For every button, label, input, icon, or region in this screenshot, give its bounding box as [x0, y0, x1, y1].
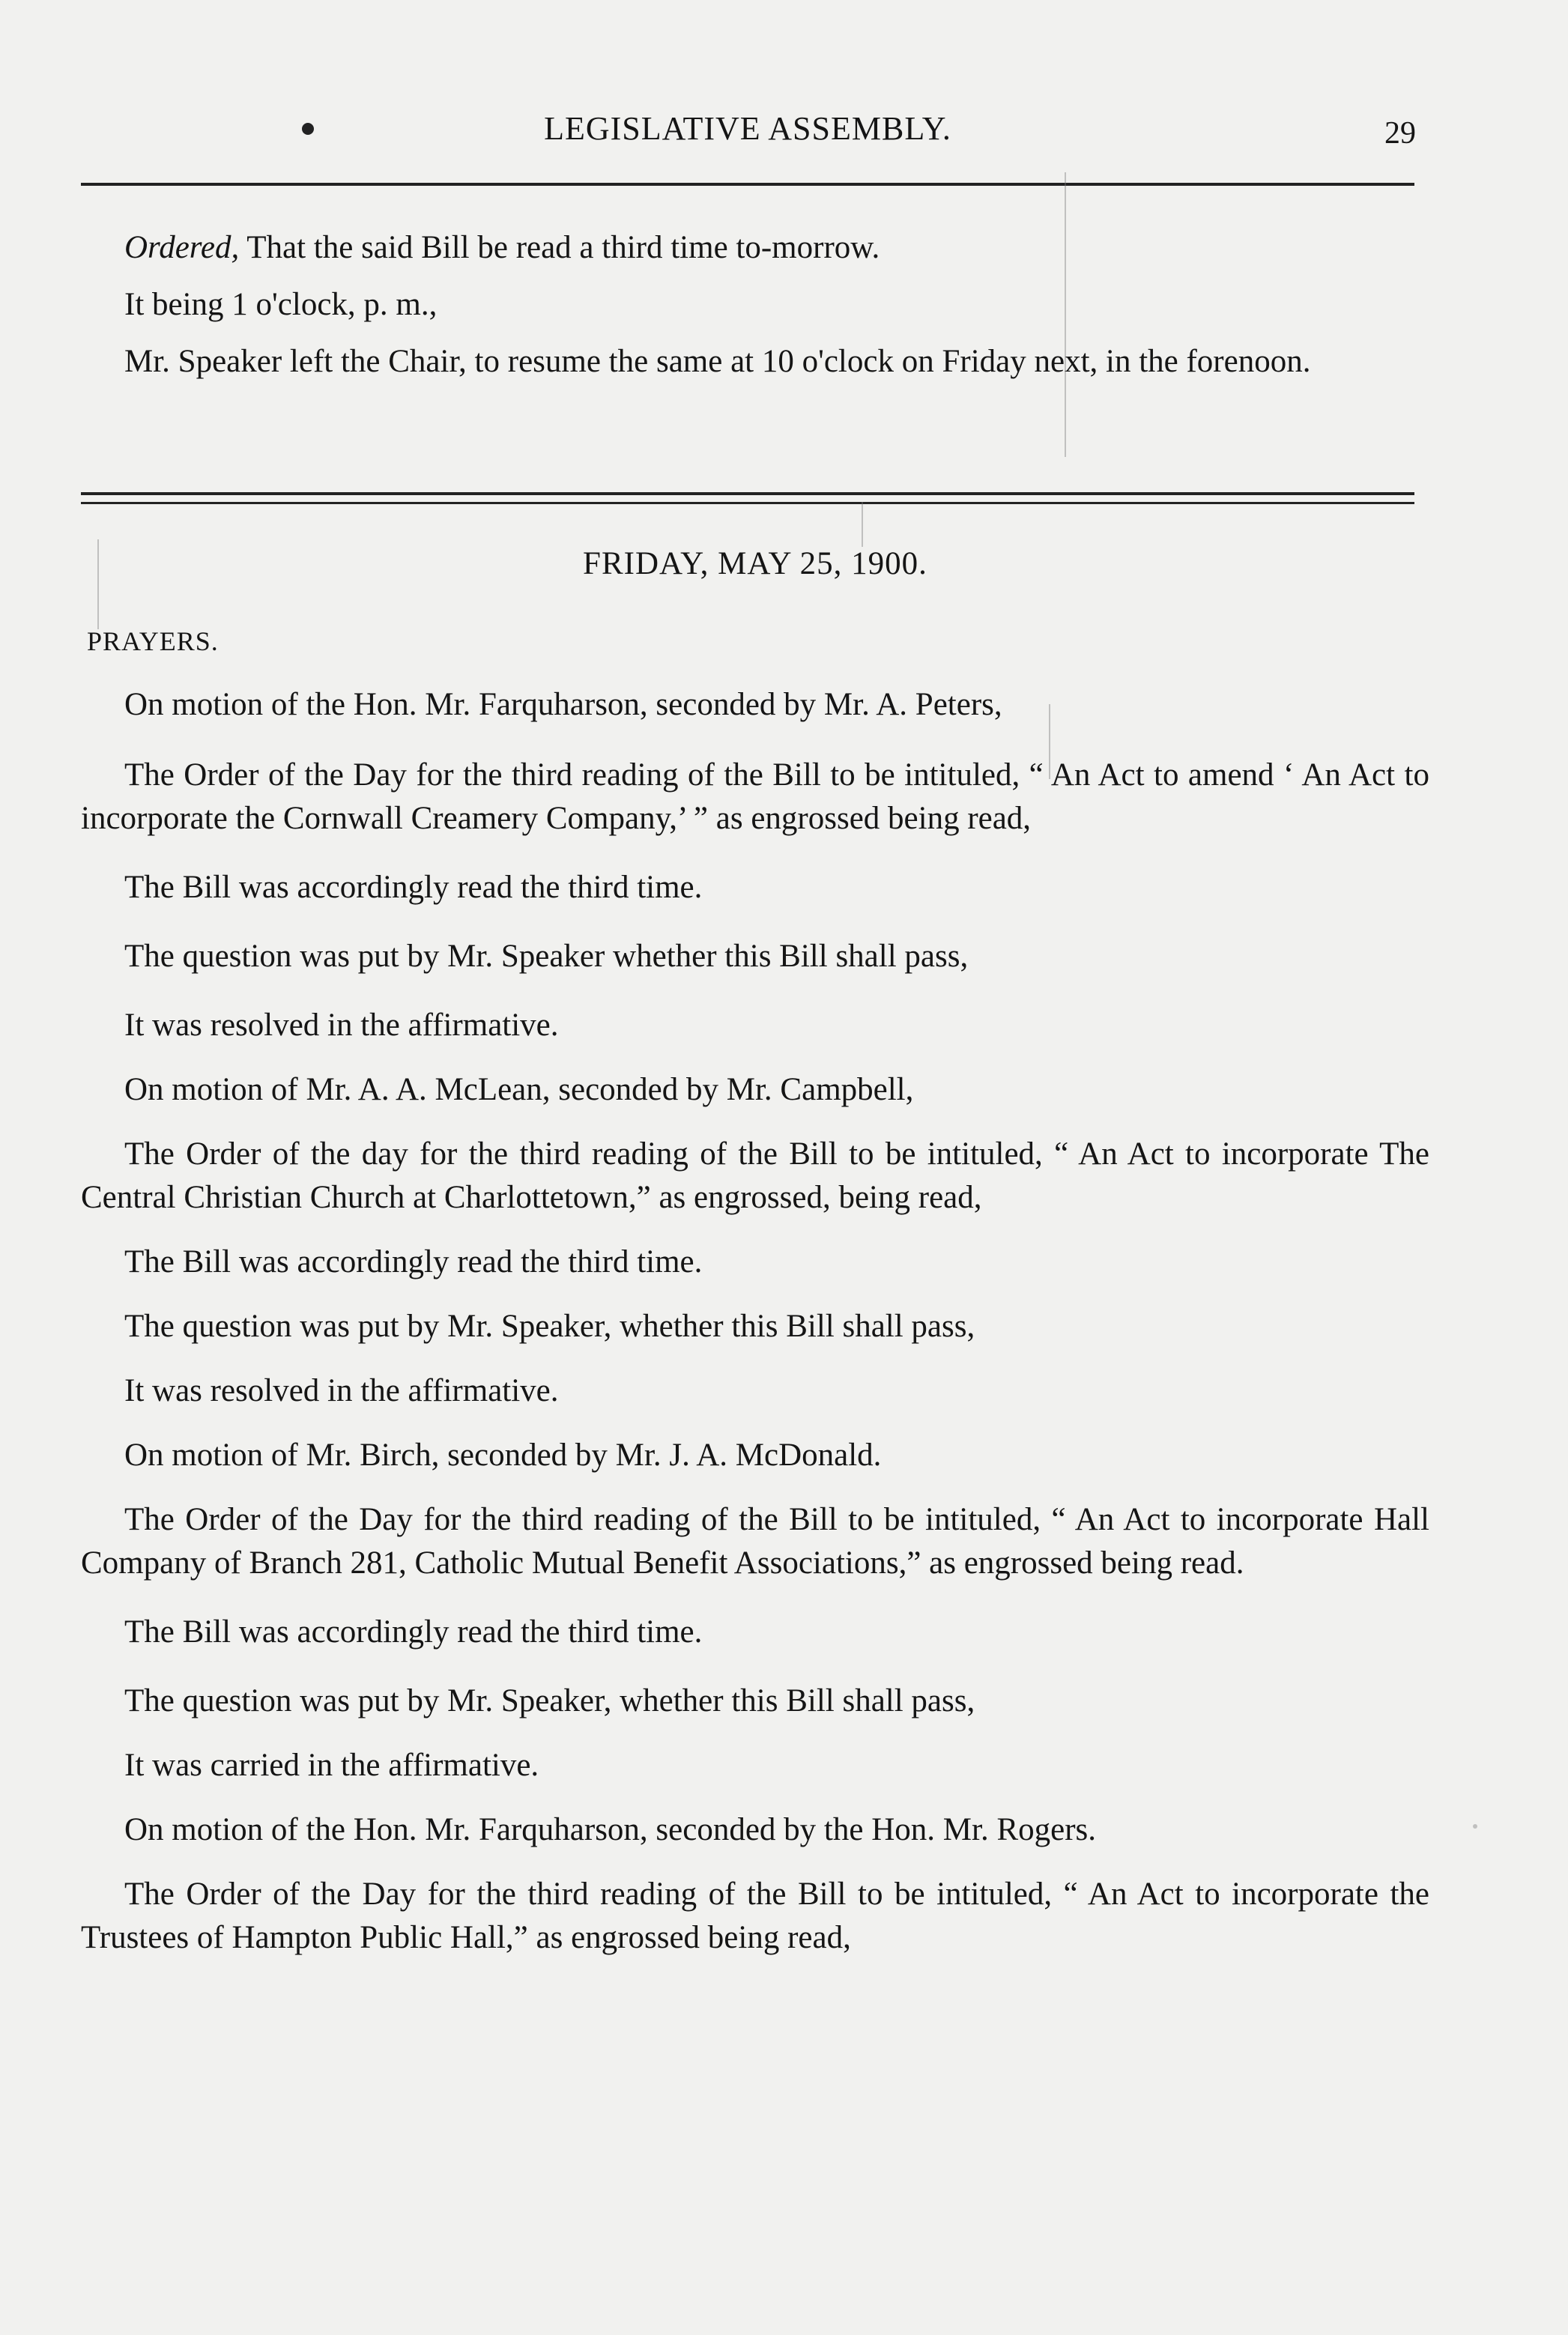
ordered-word: Ordered, [124, 230, 240, 265]
scan-mark [862, 502, 863, 547]
day-heading: FRIDAY, MAY 25, 1900. [583, 546, 927, 581]
paragraph: On motion of Mr. Birch, seconded by Mr. J. A. McDonald. [124, 1438, 882, 1473]
running-title: LEGISLATIVE ASSEMBLY. [544, 110, 951, 147]
paragraph: On motion of the Hon. Mr. Farquharson, seconded by Mr. A. Peters, [124, 687, 1002, 722]
paragraph: The Order of the Day for the third reading of the Bill to be intituled, “ An Act to incorporate the Trustees of Hampton Public Hall,” as engrossed being read, [81, 1877, 1429, 1955]
proceedings-body [81, 683, 1429, 1960]
paragraph: The Order of the Day for the third reading of the Bill to be intituled, “ An Act to incorporate Hall Company of Branch 281, Catholic Mutual Benefit Associations,” as engrossed being read. [81, 1502, 1429, 1581]
paragraph: It was resolved in the affirmative. [124, 1373, 559, 1408]
paragraph: On motion of Mr. A. A. McLean, seconded by Mr. Campbell, [124, 1072, 914, 1107]
paragraph: The question was put by Mr. Speaker, whether this Bill shall pass, [124, 1309, 975, 1344]
ordered-rest: That the said Bill be read a third time to-morrow. [239, 230, 880, 265]
section-rule-bottom [81, 502, 1414, 504]
paragraph: The Order of the Day for the third reading of the Bill to be intituled, “ An Act to amend ‘ An Act to incorporate the Cornwall Creamery Company,’ ” as engrossed being read, [81, 757, 1429, 836]
paragraph: The Order of the day for the third reading of the Bill to be intituled, “ An Act to incorporate The Central Christian Church at Charlottetown,” as engrossed, being read, [81, 1136, 1429, 1215]
page-header [81, 109, 1414, 162]
paragraph: The question was put by Mr. Speaker whether this Bill shall pass, [124, 939, 969, 974]
speaker-line: Mr. Speaker left the Chair, to resume the same at 10 o'clock on Friday next, in the forenoon. [124, 344, 1311, 379]
prayers-label: PRAYERS. [87, 626, 219, 656]
scan-mark [1065, 172, 1066, 457]
scan-mark [1049, 704, 1050, 779]
paragraph: The question was put by Mr. Speaker, whether this Bill shall pass, [124, 1683, 975, 1718]
page-number: 29 [1384, 116, 1416, 151]
paragraph: The Bill was accordingly read the third time. [124, 1614, 703, 1650]
header-rule [81, 183, 1414, 186]
ordered-paragraph [81, 226, 1429, 270]
paragraph: On motion of the Hon. Mr. Farquharson, seconded by the Hon. Mr. Rogers. [124, 1812, 1097, 1847]
paragraph: The Bill was accordingly read the third time. [124, 1244, 703, 1279]
paragraph: It was resolved in the affirmative. [124, 1008, 559, 1043]
paragraph: The Bill was accordingly read the third time. [124, 870, 703, 905]
scan-mark [97, 539, 99, 629]
section-rule-top [81, 492, 1414, 495]
clock-line: It being 1 o'clock, p. m., [124, 287, 438, 322]
paragraph: It was carried in the affirmative. [124, 1748, 539, 1783]
top-section [81, 226, 1429, 384]
scan-mark [1473, 1824, 1477, 1829]
